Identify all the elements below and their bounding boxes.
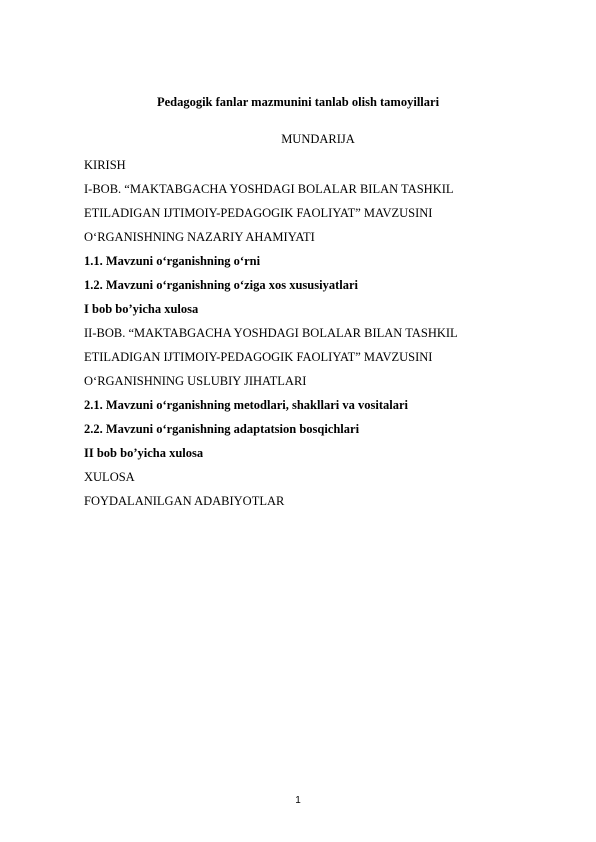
toc-item: II-BOB. “MAKTABGACHA YOSHDAGI BOLALAR BILAN TASHKIL [84,326,458,340]
document-title: Pedagogik fanlar mazmunini tanlab olish tamoyillari [156,95,440,109]
contents-heading: MUNDARIJA [281,132,355,146]
toc-item: ETILADIGAN IJTIMOIY-PEDAGOGIK FAOLIYAT” MAVZUSINI [84,350,433,364]
toc-item: KIRISH [84,158,126,172]
toc-item: O‘RGANISHNING NAZARIY AHAMIYATI [84,230,315,244]
toc-item: O‘RGANISHNING USLUBIY JIHATLARI [84,374,307,388]
toc-item: 2.1. Mavzuni o‘rganishning metodlari, shakllari va vositalari [84,398,408,412]
toc-item: 1.2. Mavzuni o‘rganishning o‘ziga xos xususiyatlari [84,278,358,292]
toc-item: 1.1. Mavzuni o‘rganishning o‘rni [84,254,261,268]
toc-item: FOYDALANILGAN ADABIYOTLAR [84,494,285,508]
toc-item: 2.2. Mavzuni o‘rganishning adaptatsion bosqichlari [84,422,360,436]
toc-item: I bob bo’yicha xulosa [84,302,199,316]
table-of-contents [84,153,554,513]
toc-item: II bob bo’yicha xulosa [84,446,204,460]
toc-item: ETILADIGAN IJTIMOIY-PEDAGOGIK FAOLIYAT” MAVZUSINI [84,206,433,220]
toc-item: XULOSA [84,470,135,484]
toc-item: I-BOB. “MAKTABGACHA YOSHDAGI BOLALAR BILAN TASHKIL [84,182,454,196]
page-number: 1 [295,795,301,806]
